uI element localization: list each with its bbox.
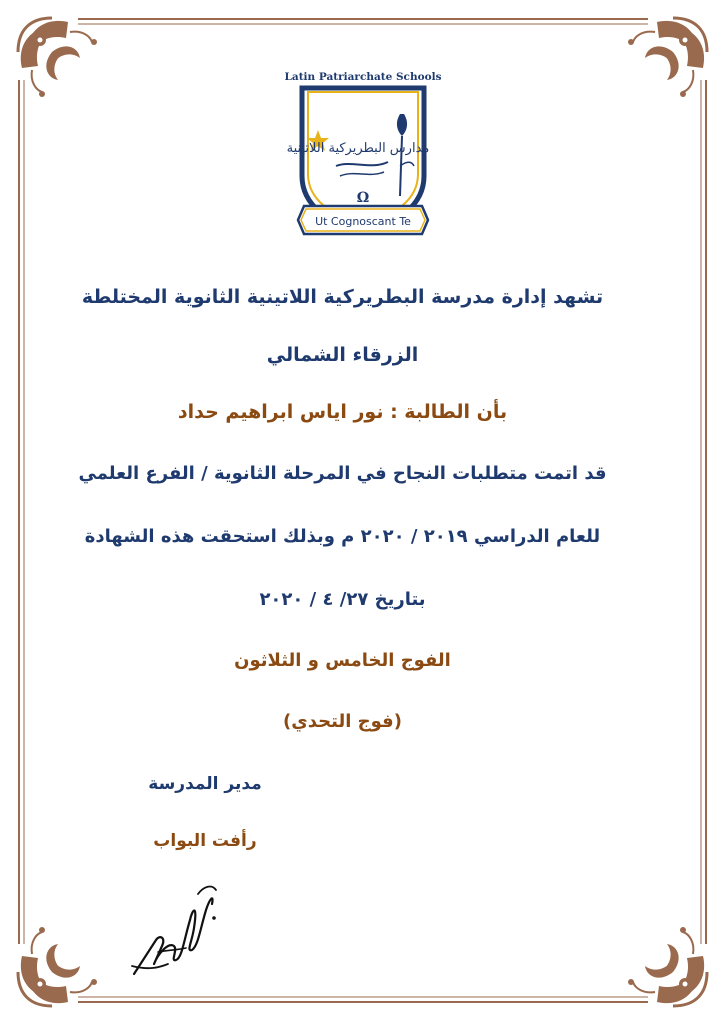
crest-arabic-text: مدارس البطريركية اللاتينية — [286, 141, 430, 156]
corner-ornament-top-right — [628, 18, 707, 97]
class-cohort-line: الفوج الخامس و الثلاثون — [234, 650, 451, 671]
crest-motto: Ut Cognoscant Te — [315, 215, 411, 228]
corner-ornament-bottom-left — [18, 927, 97, 1006]
completion-line: قد اتمت متطلبات النجاح في المرحلة الثانوية / الفرع العلمي — [78, 463, 607, 484]
certificate-date-line: بتاريخ ٢٧/ ٤ / ٢٠٢٠ — [259, 589, 426, 610]
principal-title: مدير المدرسة — [148, 774, 262, 794]
cohort-name-line: (فوج التحدي) — [283, 711, 402, 732]
academic-year-line: للعام الدراسي ٢٠١٩ / ٢٠٢٠ م وبذلك استحقت هذه الشهادة — [84, 526, 601, 547]
corner-ornament-top-left — [18, 18, 97, 97]
certificate-intro-line: تشهد إدارة مدرسة البطريركية اللاتينية الثانوية المختلطة — [81, 286, 604, 308]
school-crest-logo — [284, 66, 442, 246]
svg-text:Ω: Ω — [356, 190, 370, 206]
corner-ornament-bottom-right — [628, 927, 707, 1006]
principal-name: رأفت البواب — [153, 831, 257, 851]
student-name-line: بأن الطالبة : نور اياس ابراهيم حداد — [177, 401, 508, 423]
school-location-line: الزرقاء الشمالي — [266, 344, 419, 366]
crest-top-text: Latin Patriarchate Schools — [284, 71, 442, 83]
principal-signature — [128, 880, 220, 980]
